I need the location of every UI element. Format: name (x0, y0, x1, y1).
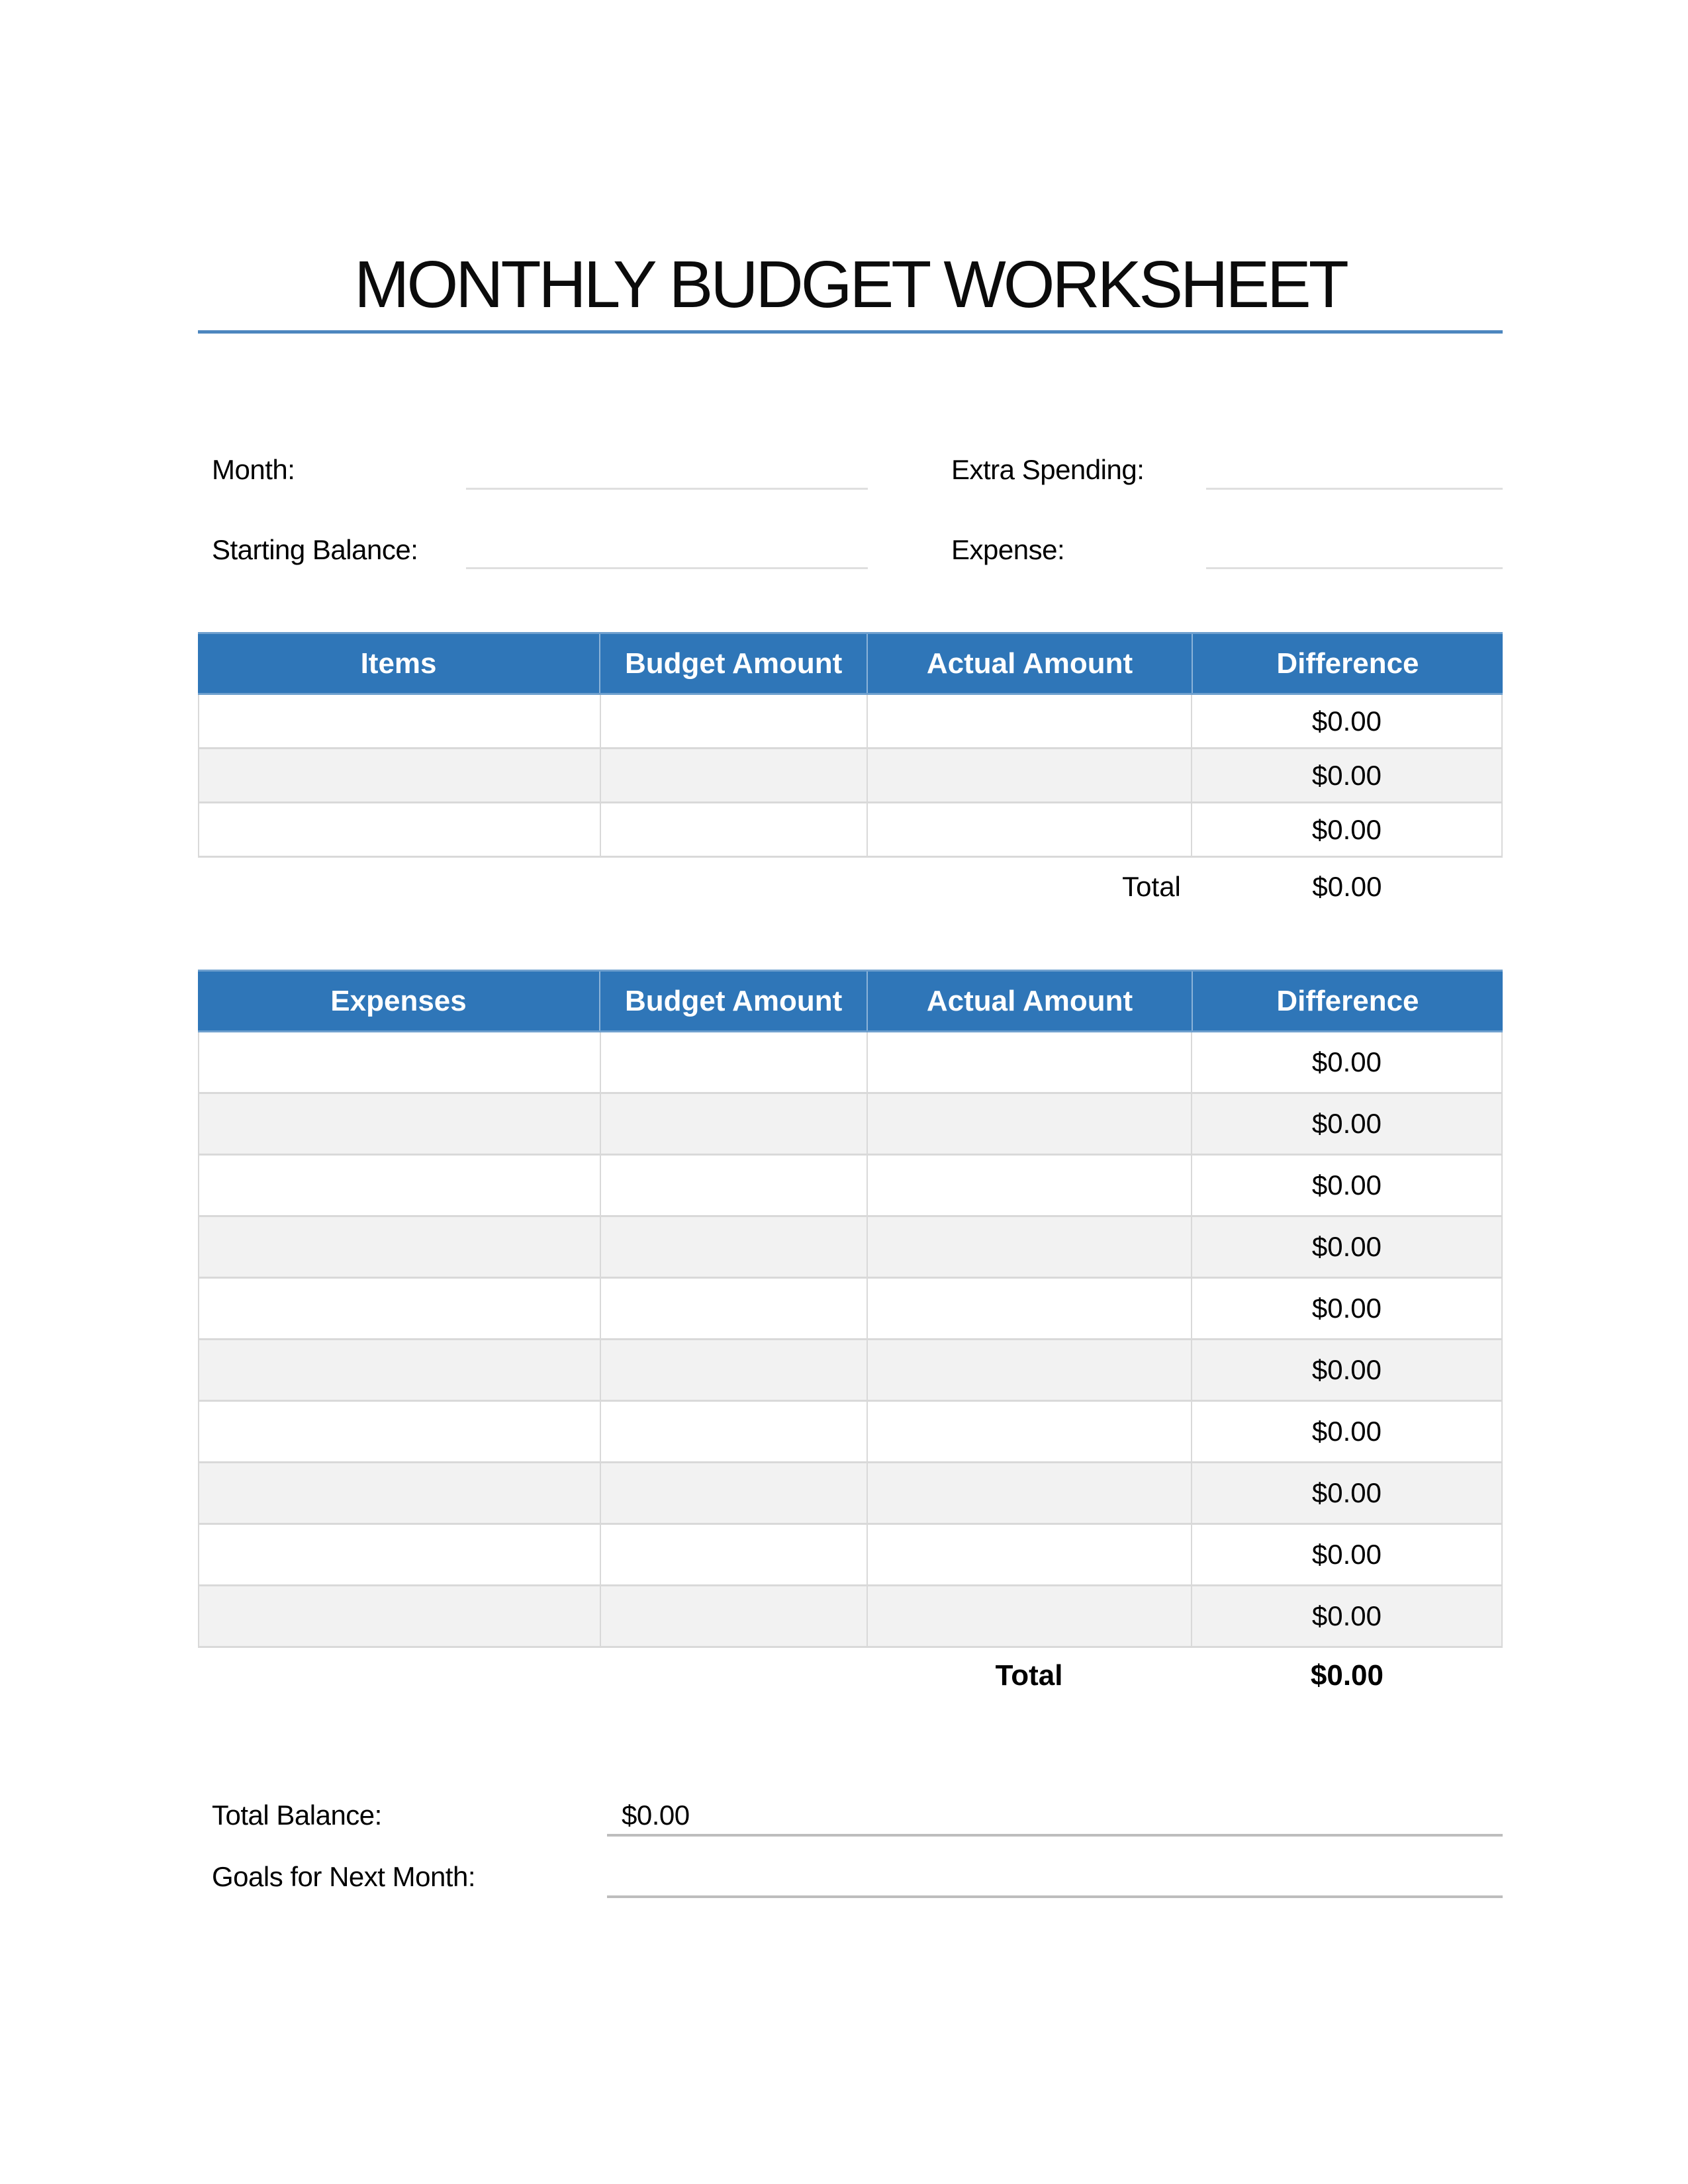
column-header-difference: Difference (1192, 634, 1503, 693)
items-table-header-row (198, 632, 1503, 695)
expense-label: Expense: (951, 534, 1065, 565)
difference-cell: $0.00 (1191, 1402, 1501, 1461)
expense-name-cell[interactable] (199, 1217, 600, 1277)
expense-name-cell[interactable] (199, 1402, 600, 1461)
items-table (198, 632, 1503, 916)
item-name-cell[interactable] (199, 749, 600, 801)
budget-amount-cell[interactable] (600, 1525, 867, 1584)
actual-amount-cell[interactable] (867, 1279, 1191, 1338)
actual-amount-cell[interactable] (867, 749, 1191, 801)
item-name-cell[interactable] (199, 695, 600, 747)
column-header-expenses: Expenses (330, 984, 467, 1017)
extra-spending-label: Extra Spending: (951, 454, 1145, 485)
expense-name-cell[interactable] (199, 1340, 600, 1400)
table-row (198, 1586, 1503, 1648)
budget-amount-cell[interactable] (600, 1156, 867, 1215)
expense-name-cell[interactable] (199, 1094, 600, 1154)
spacer-cell (599, 1648, 867, 1704)
expenses-total-row (198, 1648, 1503, 1704)
difference-cell: $0.00 (1191, 803, 1501, 856)
table-row (198, 749, 1503, 803)
table-row (198, 803, 1503, 858)
expense-name-cell[interactable] (199, 1156, 600, 1215)
actual-amount-cell[interactable] (867, 1463, 1191, 1523)
budget-amount-cell[interactable] (600, 1217, 867, 1277)
items-total-row (198, 858, 1503, 916)
starting-balance-label: Starting Balance: (212, 534, 418, 565)
budget-amount-cell[interactable] (600, 1586, 867, 1646)
budget-amount-cell[interactable] (600, 1094, 867, 1154)
difference-cell: $0.00 (1191, 1463, 1501, 1523)
table-row (198, 1217, 1503, 1279)
page-title: MONTHLY BUDGET WORKSHEET (354, 248, 1346, 322)
table-row (198, 695, 1503, 749)
budget-amount-cell[interactable] (600, 1463, 867, 1523)
difference-cell: $0.00 (1191, 1279, 1501, 1338)
budget-amount-cell[interactable] (600, 749, 867, 801)
table-row (198, 1340, 1503, 1402)
budget-amount-cell[interactable] (600, 695, 867, 747)
extra-spending-input[interactable] (1206, 488, 1503, 490)
expense-name-cell[interactable] (199, 1032, 600, 1092)
expense-name-cell[interactable] (199, 1586, 600, 1646)
budget-amount-cell[interactable] (600, 1402, 867, 1461)
budget-amount-cell[interactable] (600, 1279, 867, 1338)
spacer-cell (599, 858, 867, 916)
starting-balance-input[interactable] (466, 567, 868, 569)
difference-cell: $0.00 (1191, 1340, 1501, 1400)
month-label: Month: (212, 454, 295, 485)
expenses-table (198, 970, 1503, 1704)
table-row (198, 1032, 1503, 1094)
items-total-value: $0.00 (1312, 871, 1382, 902)
expenses-table-header-row (198, 970, 1503, 1032)
total-balance-value: $0.00 (622, 1799, 690, 1831)
difference-cell: $0.00 (1191, 1094, 1501, 1154)
actual-amount-cell[interactable] (867, 1586, 1191, 1646)
title-divider-rule (198, 330, 1503, 334)
expenses-total-label: Total (995, 1659, 1063, 1692)
table-row (198, 1279, 1503, 1340)
goals-next-month-input[interactable] (607, 1895, 1503, 1898)
difference-cell: $0.00 (1191, 1586, 1501, 1646)
actual-amount-cell[interactable] (867, 1340, 1191, 1400)
difference-cell: $0.00 (1191, 749, 1501, 801)
actual-amount-cell[interactable] (867, 1032, 1191, 1092)
month-input[interactable] (466, 488, 868, 490)
table-row (198, 1402, 1503, 1463)
item-name-cell[interactable] (199, 803, 600, 856)
table-row (198, 1156, 1503, 1217)
spacer-cell (198, 858, 599, 916)
actual-amount-cell[interactable] (867, 1402, 1191, 1461)
budget-amount-cell[interactable] (600, 1340, 867, 1400)
difference-cell: $0.00 (1191, 695, 1501, 747)
column-header-budget-amount: Budget Amount (599, 972, 867, 1030)
expense-name-cell[interactable] (199, 1463, 600, 1523)
total-balance-label: Total Balance: (212, 1799, 382, 1831)
expense-name-cell[interactable] (199, 1279, 600, 1338)
actual-amount-cell[interactable] (867, 1156, 1191, 1215)
actual-amount-cell[interactable] (867, 803, 1191, 856)
column-header-items: Items (360, 647, 437, 680)
difference-cell: $0.00 (1191, 1156, 1501, 1215)
spacer-cell (198, 1648, 599, 1704)
items-total-label: Total (1122, 871, 1181, 902)
budget-amount-cell[interactable] (600, 803, 867, 856)
column-header-budget-amount: Budget Amount (599, 634, 867, 693)
total-balance-input[interactable] (607, 1834, 1503, 1837)
expense-input[interactable] (1206, 567, 1503, 569)
difference-cell: $0.00 (1191, 1217, 1501, 1277)
difference-cell: $0.00 (1191, 1032, 1501, 1092)
goals-next-month-label: Goals for Next Month: (212, 1861, 475, 1892)
actual-amount-cell[interactable] (867, 695, 1191, 747)
expense-name-cell[interactable] (199, 1525, 600, 1584)
column-header-actual-amount: Actual Amount (867, 972, 1192, 1030)
column-header-difference: Difference (1192, 972, 1503, 1030)
expenses-total-value: $0.00 (1310, 1659, 1383, 1692)
actual-amount-cell[interactable] (867, 1094, 1191, 1154)
column-header-actual-amount: Actual Amount (867, 634, 1192, 693)
budget-amount-cell[interactable] (600, 1032, 867, 1092)
actual-amount-cell[interactable] (867, 1525, 1191, 1584)
table-row (198, 1525, 1503, 1586)
table-row (198, 1094, 1503, 1156)
difference-cell: $0.00 (1191, 1525, 1501, 1584)
actual-amount-cell[interactable] (867, 1217, 1191, 1277)
table-row (198, 1463, 1503, 1525)
